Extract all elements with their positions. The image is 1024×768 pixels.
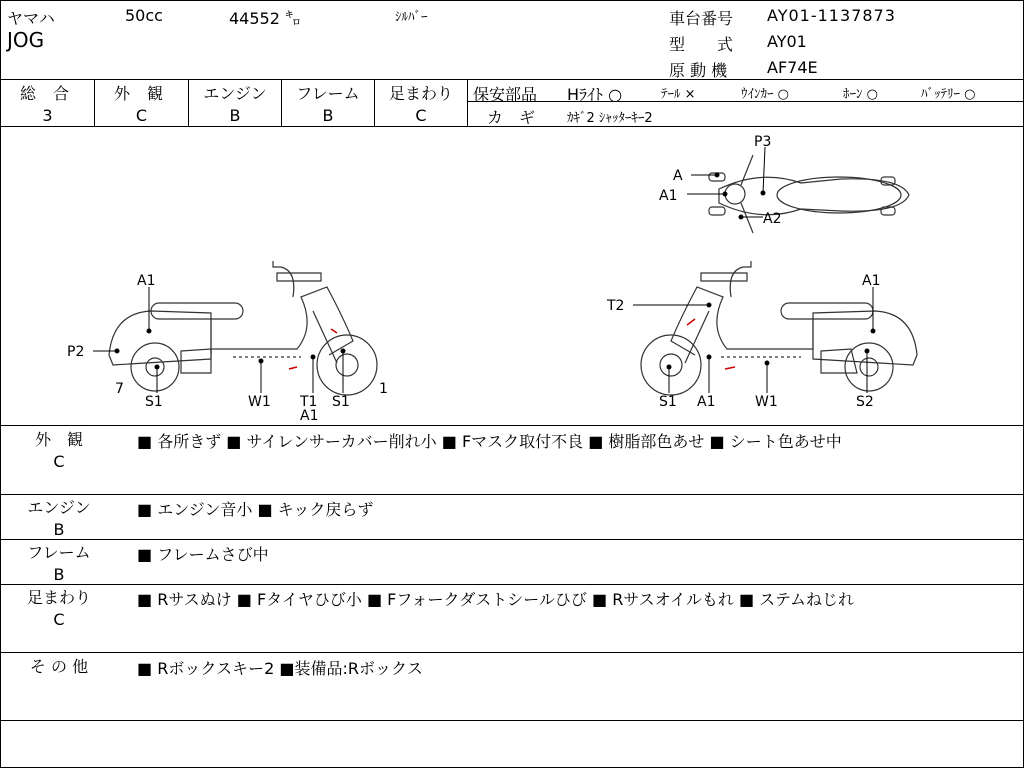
remark-category-suspension — [23, 587, 95, 631]
leader-lines — [93, 147, 875, 393]
label-left-w1: W1 — [248, 394, 271, 410]
label-left-7: 7 — [115, 381, 124, 397]
grade-label: 足まわり — [388, 84, 453, 103]
label-left-a1b: A1 — [300, 408, 319, 424]
engine-label: 原 動 機 — [669, 61, 728, 80]
mileage: 44552 ㌔ — [229, 9, 301, 28]
grade-exterior — [95, 79, 188, 125]
key-value: ｶｷﾞ2 ｼｬｯﾀｰｷｰ2 — [567, 111, 653, 126]
frame-no-label: 車台番号 — [669, 9, 734, 28]
remark-category: 外 観 — [34, 430, 83, 449]
label-right-a1: A1 — [862, 273, 881, 289]
safety-horn: ﾎｰﾝ ○ — [843, 87, 878, 102]
remark-text-exterior: ■ 各所きず ■ サイレンサーカバー削れ小 ■ Fマスク取付不良 ■ 樹脂部色あせ ■ シート色あせ中 — [137, 432, 842, 451]
safety-winker: ｳｲﾝｶｰ ○ — [741, 87, 789, 102]
remark-text-suspension: ■ Rサスぬけ ■ Fタイヤひび小 ■ Fフォークダストシールひび ■ Rサスオイルもれ ■ ステムねじれ — [137, 590, 855, 609]
label-left-1: 1 — [379, 381, 388, 397]
remark-grade: C — [53, 610, 65, 629]
remark-grade: C — [53, 452, 65, 471]
grade-suspension — [375, 79, 467, 125]
type-label: 型 式 — [669, 35, 734, 54]
displacement: 50cc — [125, 6, 163, 25]
label-left-s1b: S1 — [332, 394, 350, 410]
scooter-diagram — [1, 127, 1023, 425]
remark-text-other: ■ Rボックスキー2 ■装備品:Rボックス — [137, 659, 423, 678]
remark-category-engine — [23, 497, 95, 541]
grade-value: C — [135, 106, 148, 125]
engine-value: AF74E — [767, 58, 818, 77]
divider — [1, 720, 1023, 721]
model-name: JOG — [7, 28, 45, 52]
damage-marks — [289, 319, 735, 369]
grade-overall — [1, 79, 94, 125]
label-top-a: A — [673, 168, 683, 184]
frame-no: AY01-1137873 — [767, 6, 896, 25]
remark-category-other — [23, 656, 95, 678]
scooter-top-view — [709, 155, 909, 233]
grade-value: B — [229, 106, 241, 125]
grade-label: 総 合 — [19, 84, 76, 103]
remark-category-frame — [23, 542, 95, 586]
safety-label: 保安部品 — [473, 85, 538, 104]
grade-label: エンジン — [203, 84, 267, 103]
divider — [1, 425, 1023, 426]
remark-category: 足まわり — [26, 588, 91, 607]
remark-category: エンジン — [27, 498, 91, 517]
grade-label: フレーム — [296, 84, 360, 103]
label-left-a1: A1 — [137, 273, 156, 289]
label-right-s1: S1 — [659, 394, 677, 410]
type-value: AY01 — [767, 32, 807, 51]
label-right-t2: T2 — [607, 298, 625, 314]
key-label: カ ギ — [487, 108, 536, 127]
remark-text-engine: ■ エンジン音小 ■ キック戻らず — [137, 500, 374, 519]
label-top-p3: P3 — [754, 134, 772, 150]
grade-frame — [282, 79, 374, 125]
remark-grade: B — [53, 520, 65, 539]
remark-category-exterior — [23, 429, 95, 473]
divider — [1, 494, 1023, 495]
maker: ヤマハ — [7, 9, 55, 28]
label-left-t1: T1 — [300, 394, 318, 410]
label-left-p2: P2 — [67, 344, 85, 360]
label-top-a1: A1 — [659, 188, 678, 204]
safety-headlight: Hﾗｲﾄ ○ — [567, 85, 623, 104]
safety-tail: ﾃｰﾙ × — [661, 87, 696, 102]
grade-engine — [189, 79, 281, 125]
divider — [1, 652, 1023, 653]
remark-category: フレーム — [27, 543, 91, 562]
label-left-s1: S1 — [145, 394, 163, 410]
color: ｼﾙﾊﾞｰ — [395, 10, 428, 25]
grade-value: 3 — [42, 106, 53, 125]
label-right-w1: W1 — [755, 394, 778, 410]
grade-value: C — [415, 106, 427, 125]
label-right-a1b: A1 — [697, 394, 716, 410]
divider — [1, 539, 1023, 540]
safety-battery: ﾊﾞｯﾃﾘｰ ○ — [921, 87, 976, 102]
remark-text-frame: ■ フレームさび中 — [137, 545, 269, 564]
label-top-a2: A2 — [763, 211, 782, 227]
remark-category: そ の 他 — [29, 657, 89, 676]
label-right-s2: S2 — [856, 394, 874, 410]
grade-label: 外 観 — [113, 84, 170, 103]
remark-grade: B — [53, 565, 65, 584]
divider — [467, 79, 468, 126]
divider — [1, 584, 1023, 585]
grade-value: B — [322, 106, 334, 125]
